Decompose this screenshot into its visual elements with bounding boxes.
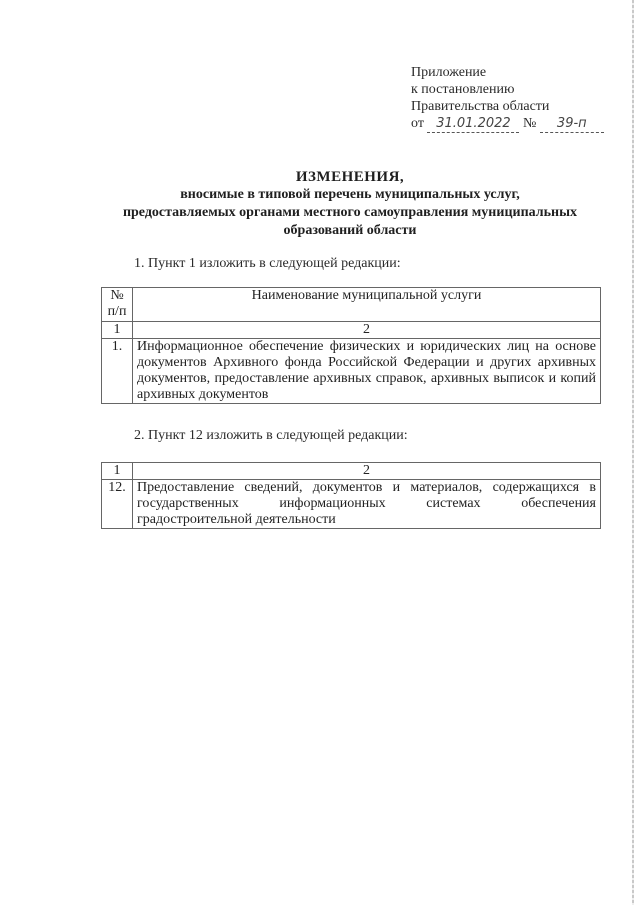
scan-edge-artifact [632,0,634,905]
handwritten-number: 39-п [540,115,604,133]
title-heading: ИЗМЕНЕНИЯ, [295,169,405,185]
index-cell-1: 1 [102,322,133,339]
point-2-text: 2. Пункт 12 изложить в следующей редакции: [134,428,408,443]
point-1-table [101,287,601,404]
row-number-cell: 1. [102,339,133,404]
title-line-2: предоставляемых органами местного самоуправления муниципальных [122,205,578,220]
title-line-3: образований области [283,223,417,238]
index-cell-2: 2 [133,463,601,480]
index-cell-1: 1 [102,463,133,480]
row-text-cell: Предоставление сведений, документов и материалов, содержащихся в государственных информационных системах обеспечения градостроительной деятельности [133,480,601,529]
point-2-table [101,462,601,529]
table-index-row [102,322,601,339]
title-line-1: вносимые в типовой перечень муниципальных услуг, [180,187,520,202]
appendix-line-1: Приложение [411,65,487,80]
document-title [90,168,610,240]
appendix-block [411,64,604,133]
header-number-cell: № п/п [102,288,133,322]
from-label: от [411,116,424,131]
handwritten-date: 31.01.2022 [427,115,519,133]
table-header-row [102,288,601,322]
appendix-line-2: к постановлению [411,82,515,97]
appendix-line-3: Правительства области [411,99,550,114]
header-name-cell: Наименование муниципальной услуги [133,288,601,322]
row-number-cell: 12. [102,480,133,529]
number-sign: № [522,116,537,131]
appendix-date-line [411,115,604,133]
point-1-text: 1. Пункт 1 изложить в следующей редакции: [134,256,401,271]
index-cell-2: 2 [133,322,601,339]
row-text-cell: Информационное обеспечение физических и юридических лиц на основе документов Архивного фонда Российской Федерации и других архивных документов, предоставление архивных справок, архивных выписок и копий архивных документов [133,339,601,404]
table-index-row [102,463,601,480]
table-row [102,480,601,529]
table-row [102,339,601,404]
